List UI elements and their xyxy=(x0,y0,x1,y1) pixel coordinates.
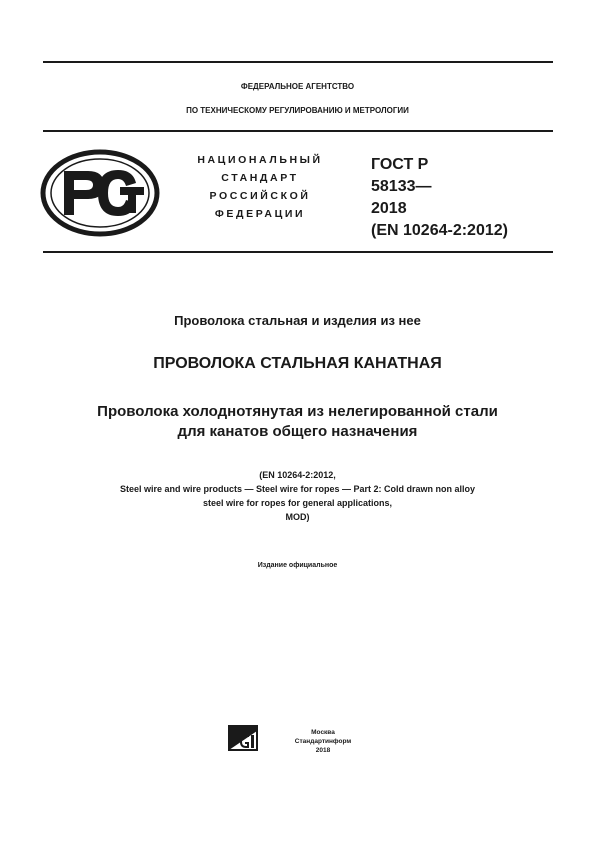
designation-line-4: (EN 10264-2:2012) xyxy=(371,222,508,239)
designation-line-2: 58133— xyxy=(371,178,432,195)
standard-type-line-1: НАЦИОНАЛЬНЫЙ xyxy=(197,154,323,166)
designation-line-1: ГОСТ Р xyxy=(371,156,429,173)
agency-line-2: ПО ТЕХНИЧЕСКОМУ РЕГУЛИРОВАНИЮ И МЕТРОЛОГИИ xyxy=(186,106,409,115)
english-line-2: Steel wire and wire products — Steel wire for ropes — Part 2: Cold drawn non alloy xyxy=(119,484,476,494)
standard-type-line-2: СТАНДАРТ xyxy=(221,172,299,184)
standard-type-line-3: РОССИЙСКОЙ xyxy=(209,190,311,202)
agency-line-1: ФЕДЕРАЛЬНОЕ АГЕНТСТВО xyxy=(240,82,355,91)
designation-rule xyxy=(43,251,553,253)
edition-label: Издание официальное xyxy=(257,562,338,569)
standard-type-line-4: ФЕДЕРАЦИИ xyxy=(214,208,306,220)
english-line-4: MOD) xyxy=(285,512,310,522)
english-line-3: steel wire for ropes for general applications, xyxy=(202,498,393,508)
main-title: ПРОВОЛОКА СТАЛЬНАЯ КАНАТНАЯ xyxy=(153,355,442,372)
gost-emblem-icon xyxy=(40,149,160,237)
designation-line-3: 2018 xyxy=(371,200,407,217)
top-rule xyxy=(43,61,553,63)
publisher-name: Стандартинформ xyxy=(294,738,352,745)
english-line-1: (EN 10264-2:2012, xyxy=(259,470,336,480)
subtitle-line-1: Проволока холоднотянутая из нелегированной стали xyxy=(97,403,498,420)
publisher-logo-icon xyxy=(228,725,258,751)
publisher-city: Москва xyxy=(311,729,335,736)
header-rule xyxy=(43,130,553,132)
subtitle-line-2: для канатов общего назначения xyxy=(177,423,418,440)
publisher-year: 2018 xyxy=(315,747,331,754)
group-title: Проволока стальная и изделия из нее xyxy=(174,313,421,328)
